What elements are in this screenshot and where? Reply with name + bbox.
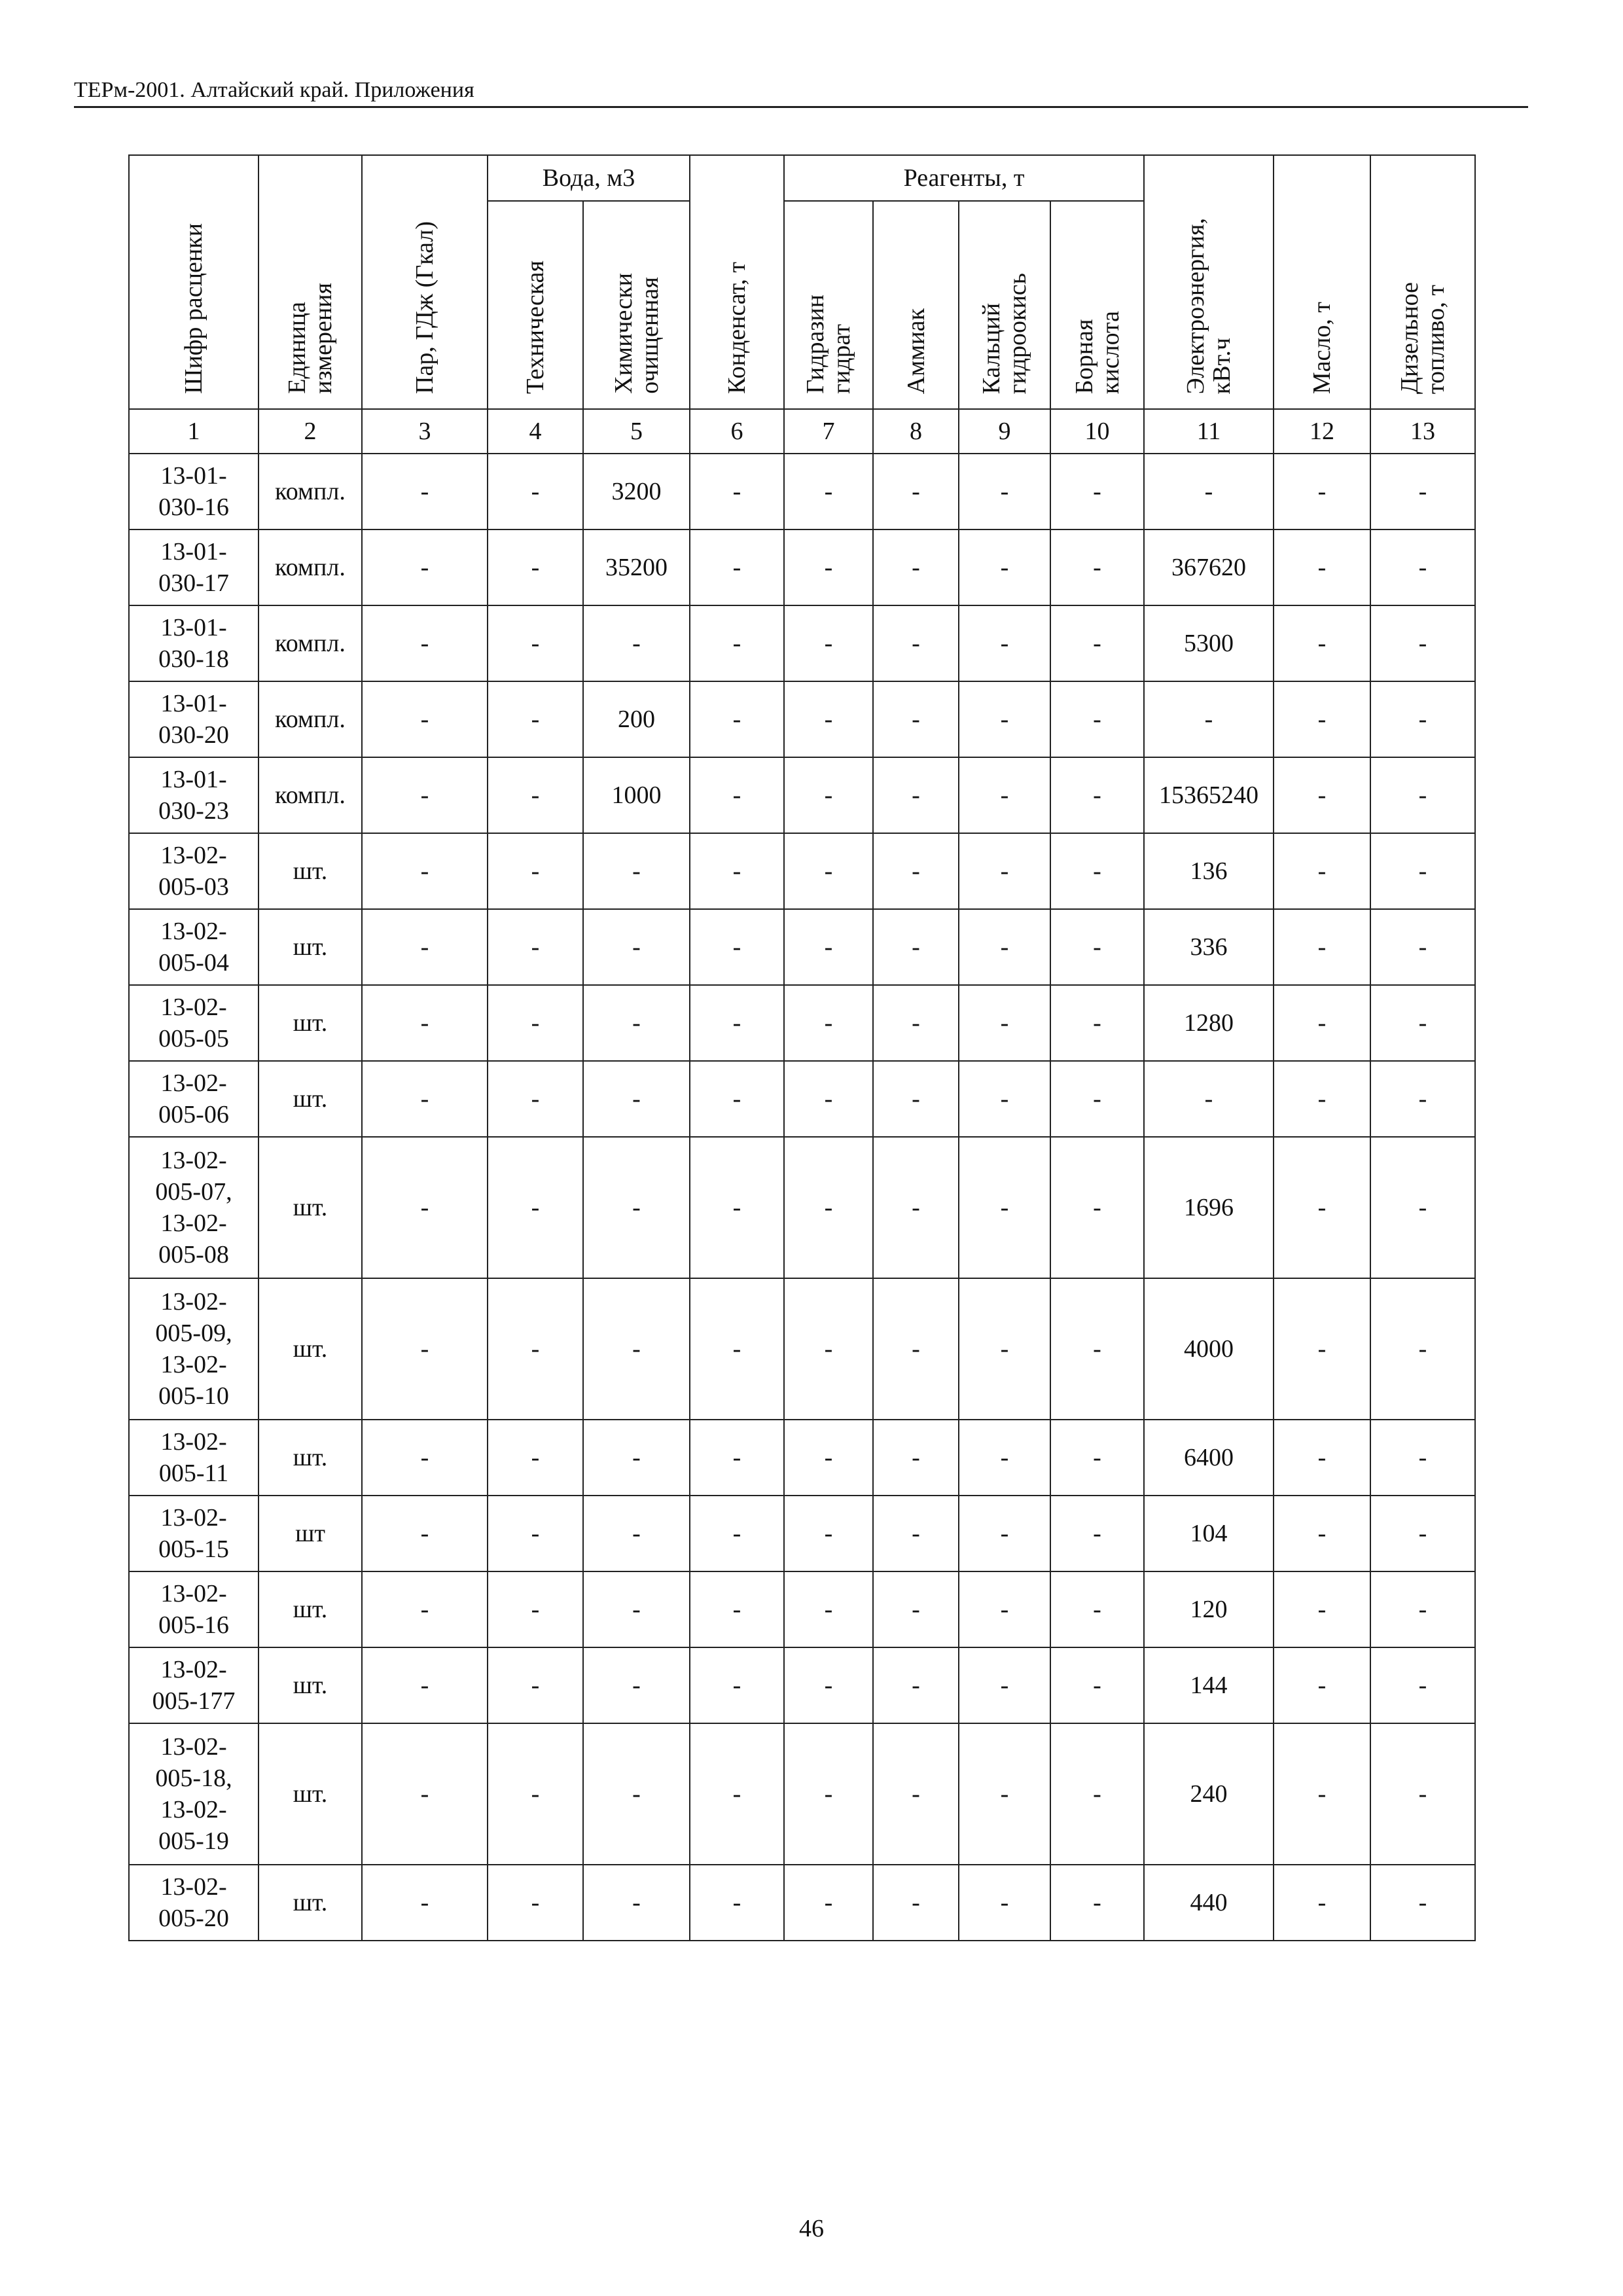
value-cell: - [959,1571,1050,1647]
value-cell: - [959,909,1050,985]
unit-cell: компл. [259,757,362,833]
value-cell: - [690,605,784,681]
value-cell: - [1050,1137,1144,1278]
value-cell: - [1050,757,1144,833]
value-cell: - [488,1420,583,1496]
value-cell: - [1370,985,1475,1061]
value-cell: - [488,1061,583,1137]
value-cell: - [873,833,959,909]
value-cell: - [1274,681,1370,757]
value-cell: - [1050,1571,1144,1647]
column-number-cell: 5 [583,409,690,454]
value-cell: - [583,1278,690,1420]
rate-code-cell: 13-02- 005-11 [129,1420,259,1496]
rate-code-cell: 13-02- 005-18, 13-02- 005-19 [129,1723,259,1865]
value-cell: - [959,833,1050,909]
value-cell: - [873,1723,959,1865]
value-cell: - [690,1278,784,1420]
table-row [129,1647,1475,1723]
value-cell: - [583,1723,690,1865]
value-cell: - [690,681,784,757]
value-cell: - [488,454,583,529]
value-cell: - [959,454,1050,529]
table-row [129,681,1475,757]
value-cell: - [690,909,784,985]
unit-cell: шт. [259,909,362,985]
value-cell: - [488,1496,583,1571]
rate-code-cell: 13-02- 005-15 [129,1496,259,1571]
col-header-boric-acid: Борная кислота [1050,201,1144,409]
unit-cell: шт. [259,985,362,1061]
value-cell: - [784,909,873,985]
value-cell: - [959,529,1050,605]
value-cell: 144 [1144,1647,1274,1723]
value-cell: - [362,454,488,529]
value-cell: - [959,605,1050,681]
column-number-cell: 2 [259,409,362,454]
column-number-cell: 12 [1274,409,1370,454]
value-cell: - [1370,1420,1475,1496]
value-cell: - [362,1571,488,1647]
value-cell: - [1050,681,1144,757]
value-cell: - [488,1647,583,1723]
page-header: ТЕРм-2001. Алтайский край. Приложения [74,77,1528,108]
value-cell: - [488,681,583,757]
value-cell: - [1370,1647,1475,1723]
value-cell: - [784,1723,873,1865]
value-cell: - [1050,833,1144,909]
value-cell: - [1274,1420,1370,1496]
unit-cell: шт. [259,1420,362,1496]
value-cell: - [488,757,583,833]
value-cell: 240 [1144,1723,1274,1865]
value-cell: - [1274,1137,1370,1278]
value-cell: - [1370,1496,1475,1571]
resource-table [128,154,1476,1941]
value-cell: - [873,681,959,757]
value-cell: - [488,833,583,909]
value-cell: - [1274,454,1370,529]
rate-code-cell: 13-01- 030-23 [129,757,259,833]
value-cell: - [1050,1647,1144,1723]
value-cell: - [583,1496,690,1571]
table-row [129,985,1475,1061]
value-cell: - [583,833,690,909]
value-cell: - [873,1571,959,1647]
value-cell: - [690,1420,784,1496]
value-cell: - [1370,1571,1475,1647]
table-row [129,757,1475,833]
rate-code-cell: 13-02- 005-05 [129,985,259,1061]
value-cell: - [873,1137,959,1278]
unit-cell: шт. [259,1137,362,1278]
value-cell: - [959,1647,1050,1723]
value-cell: - [690,454,784,529]
table-row [129,605,1475,681]
value-cell: - [362,1723,488,1865]
value-cell: - [583,1420,690,1496]
value-cell: - [1144,454,1274,529]
value-cell: - [784,454,873,529]
value-cell: - [362,681,488,757]
value-cell: - [784,1496,873,1571]
unit-cell: шт. [259,1278,362,1420]
table-row [129,1061,1475,1137]
table-row [129,909,1475,985]
value-cell: - [873,1647,959,1723]
value-cell: - [690,1723,784,1865]
unit-cell: шт [259,1496,362,1571]
value-cell: - [583,909,690,985]
value-cell: - [690,1496,784,1571]
value-cell: - [873,1420,959,1496]
rate-code-cell: 13-01- 030-17 [129,529,259,605]
value-cell: 136 [1144,833,1274,909]
value-cell: - [784,605,873,681]
value-cell: - [583,1865,690,1941]
unit-cell: шт. [259,1061,362,1137]
value-cell: - [959,1061,1050,1137]
value-cell: - [362,1061,488,1137]
value-cell: - [959,1496,1050,1571]
column-number-row [129,409,1475,454]
value-cell: - [784,1420,873,1496]
value-cell: - [488,529,583,605]
value-cell: - [1274,1571,1370,1647]
value-cell: - [1274,529,1370,605]
value-cell: - [784,529,873,605]
value-cell: - [1274,605,1370,681]
value-cell: - [362,529,488,605]
value-cell: 6400 [1144,1420,1274,1496]
table-row [129,1420,1475,1496]
value-cell: - [873,529,959,605]
rate-code-cell: 13-01- 030-20 [129,681,259,757]
value-cell: - [1274,1061,1370,1137]
value-cell: - [959,757,1050,833]
value-cell: - [583,1571,690,1647]
value-cell: 35200 [583,529,690,605]
table-row [129,454,1475,529]
value-cell: - [488,1865,583,1941]
value-cell: - [873,1496,959,1571]
unit-cell: шт. [259,1571,362,1647]
rate-code-cell: 13-01- 030-16 [129,454,259,529]
col-header-calcium-hydroxide: Кальций гидроокись [959,201,1050,409]
value-cell: - [1050,1420,1144,1496]
value-cell: - [690,833,784,909]
value-cell: - [1370,1723,1475,1865]
value-cell: - [784,833,873,909]
value-cell: - [488,605,583,681]
value-cell: 5300 [1144,605,1274,681]
value-cell: - [959,1278,1050,1420]
value-cell: - [488,1571,583,1647]
col-header-diesel: Дизельное топливо, т [1370,155,1475,409]
col-header-chemical-water: Химически очищенная [583,201,690,409]
value-cell: 120 [1144,1571,1274,1647]
value-cell: - [873,1278,959,1420]
column-number-cell: 8 [873,409,959,454]
value-cell: - [1370,454,1475,529]
value-cell: - [690,757,784,833]
value-cell: - [1370,757,1475,833]
col-header-ammonia: Аммиак [873,201,959,409]
value-cell: - [873,985,959,1061]
value-cell: - [1274,1723,1370,1865]
value-cell: - [583,985,690,1061]
value-cell: - [1144,1061,1274,1137]
group-header-reagents: Реагенты, т [784,155,1144,201]
value-cell: - [690,1571,784,1647]
value-cell: - [784,681,873,757]
value-cell: - [1050,985,1144,1061]
rate-code-cell: 13-02- 005-20 [129,1865,259,1941]
value-cell: - [1370,833,1475,909]
value-cell: - [1274,1278,1370,1420]
value-cell: - [690,1061,784,1137]
unit-cell: шт. [259,1865,362,1941]
value-cell: - [784,1571,873,1647]
value-cell: - [1050,529,1144,605]
col-header-steam: Пар, ГДж (Гкал) [362,155,488,409]
value-cell: - [1370,529,1475,605]
value-cell: 104 [1144,1496,1274,1571]
value-cell: - [362,1278,488,1420]
rate-code-cell: 13-02- 005-06 [129,1061,259,1137]
value-cell: 1696 [1144,1137,1274,1278]
value-cell: - [362,985,488,1061]
column-number-cell: 11 [1144,409,1274,454]
value-cell: - [362,1496,488,1571]
value-cell: - [1050,1865,1144,1941]
value-cell: - [873,605,959,681]
value-cell: - [583,1137,690,1278]
rate-code-cell: 13-02- 005-03 [129,833,259,909]
value-cell: - [690,985,784,1061]
col-header-technical-water: Техническая [488,201,583,409]
value-cell: - [1274,909,1370,985]
rate-code-cell: 13-02- 005-09, 13-02- 005-10 [129,1278,259,1420]
value-cell: - [1370,1137,1475,1278]
value-cell: - [488,1278,583,1420]
value-cell: - [488,1137,583,1278]
value-cell: - [959,1723,1050,1865]
rate-code-cell: 13-01- 030-18 [129,605,259,681]
value-cell: - [362,1647,488,1723]
value-cell: - [690,529,784,605]
value-cell: - [784,1061,873,1137]
value-cell: - [959,985,1050,1061]
column-number-cell: 3 [362,409,488,454]
value-cell: - [784,757,873,833]
value-cell: - [1050,454,1144,529]
value-cell: - [362,1420,488,1496]
value-cell: - [1050,605,1144,681]
table-row [129,1571,1475,1647]
value-cell: - [690,1865,784,1941]
value-cell: - [1274,1496,1370,1571]
table-row [129,1137,1475,1278]
rate-code-cell: 13-02- 005-04 [129,909,259,985]
value-cell: - [1050,1061,1144,1137]
value-cell: 1000 [583,757,690,833]
column-number-cell: 4 [488,409,583,454]
table-row [129,833,1475,909]
value-cell: - [1274,1647,1370,1723]
value-cell: - [1274,757,1370,833]
group-header-water: Вода, м3 [488,155,690,201]
value-cell: - [362,605,488,681]
value-cell: - [1050,1723,1144,1865]
col-header-electricity: Электроэнергия, кВт.ч [1144,155,1274,409]
unit-cell: компл. [259,529,362,605]
value-cell: - [362,1137,488,1278]
value-cell: 15365240 [1144,757,1274,833]
column-number-cell: 1 [129,409,259,454]
value-cell: - [1370,909,1475,985]
value-cell: - [690,1137,784,1278]
value-cell: - [583,605,690,681]
table-row [129,1496,1475,1571]
value-cell: - [488,985,583,1061]
unit-cell: шт. [259,833,362,909]
value-cell: - [583,1061,690,1137]
value-cell: - [1274,1865,1370,1941]
unit-cell: компл. [259,605,362,681]
page-number: 46 [799,2215,824,2242]
value-cell: 336 [1144,909,1274,985]
value-cell: 3200 [583,454,690,529]
column-number-cell: 7 [784,409,873,454]
value-cell: - [1050,1496,1144,1571]
value-cell: 367620 [1144,529,1274,605]
column-number-cell: 6 [690,409,784,454]
unit-cell: шт. [259,1723,362,1865]
value-cell: - [959,681,1050,757]
value-cell: 1280 [1144,985,1274,1061]
unit-cell: компл. [259,681,362,757]
value-cell: - [873,757,959,833]
value-cell: - [488,1723,583,1865]
unit-cell: компл. [259,454,362,529]
value-cell: - [1370,605,1475,681]
value-cell: - [362,909,488,985]
value-cell: - [959,1137,1050,1278]
value-cell: - [959,1865,1050,1941]
unit-cell: шт. [259,1647,362,1723]
value-cell: - [1370,1278,1475,1420]
column-number-cell: 13 [1370,409,1475,454]
col-header-oil: Масло, т [1274,155,1370,409]
col-header-hydrazine: Гидразин гидрат [784,201,873,409]
value-cell: - [488,909,583,985]
value-cell: 440 [1144,1865,1274,1941]
value-cell: - [1370,681,1475,757]
value-cell: - [784,1137,873,1278]
value-cell: - [873,1061,959,1137]
col-header-unit: Единица измерения [259,155,362,409]
value-cell: - [784,1278,873,1420]
value-cell: - [1370,1061,1475,1137]
col-header-condensate: Конденсат, т [690,155,784,409]
value-cell: - [1050,909,1144,985]
value-cell: - [1274,985,1370,1061]
value-cell: - [1144,681,1274,757]
value-cell: - [362,1865,488,1941]
value-cell: - [873,1865,959,1941]
table-row [129,1723,1475,1865]
value-cell: - [1274,833,1370,909]
column-number-cell: 9 [959,409,1050,454]
value-cell: - [873,909,959,985]
value-cell: - [784,1647,873,1723]
value-cell: 4000 [1144,1278,1274,1420]
value-cell: - [959,1420,1050,1496]
value-cell: 200 [583,681,690,757]
value-cell: - [784,985,873,1061]
value-cell: - [1370,1865,1475,1941]
value-cell: - [362,833,488,909]
value-cell: - [784,1865,873,1941]
rate-code-cell: 13-02- 005-177 [129,1647,259,1723]
value-cell: - [583,1647,690,1723]
value-cell: - [1050,1278,1144,1420]
value-cell: - [690,1647,784,1723]
rate-code-cell: 13-02- 005-07, 13-02- 005-08 [129,1137,259,1278]
table-row [129,1278,1475,1420]
value-cell: - [873,454,959,529]
col-header-code: Шифр расценки [129,155,259,409]
table-row [129,529,1475,605]
table-row [129,1865,1475,1941]
column-number-cell: 10 [1050,409,1144,454]
value-cell: - [362,757,488,833]
rate-code-cell: 13-02- 005-16 [129,1571,259,1647]
